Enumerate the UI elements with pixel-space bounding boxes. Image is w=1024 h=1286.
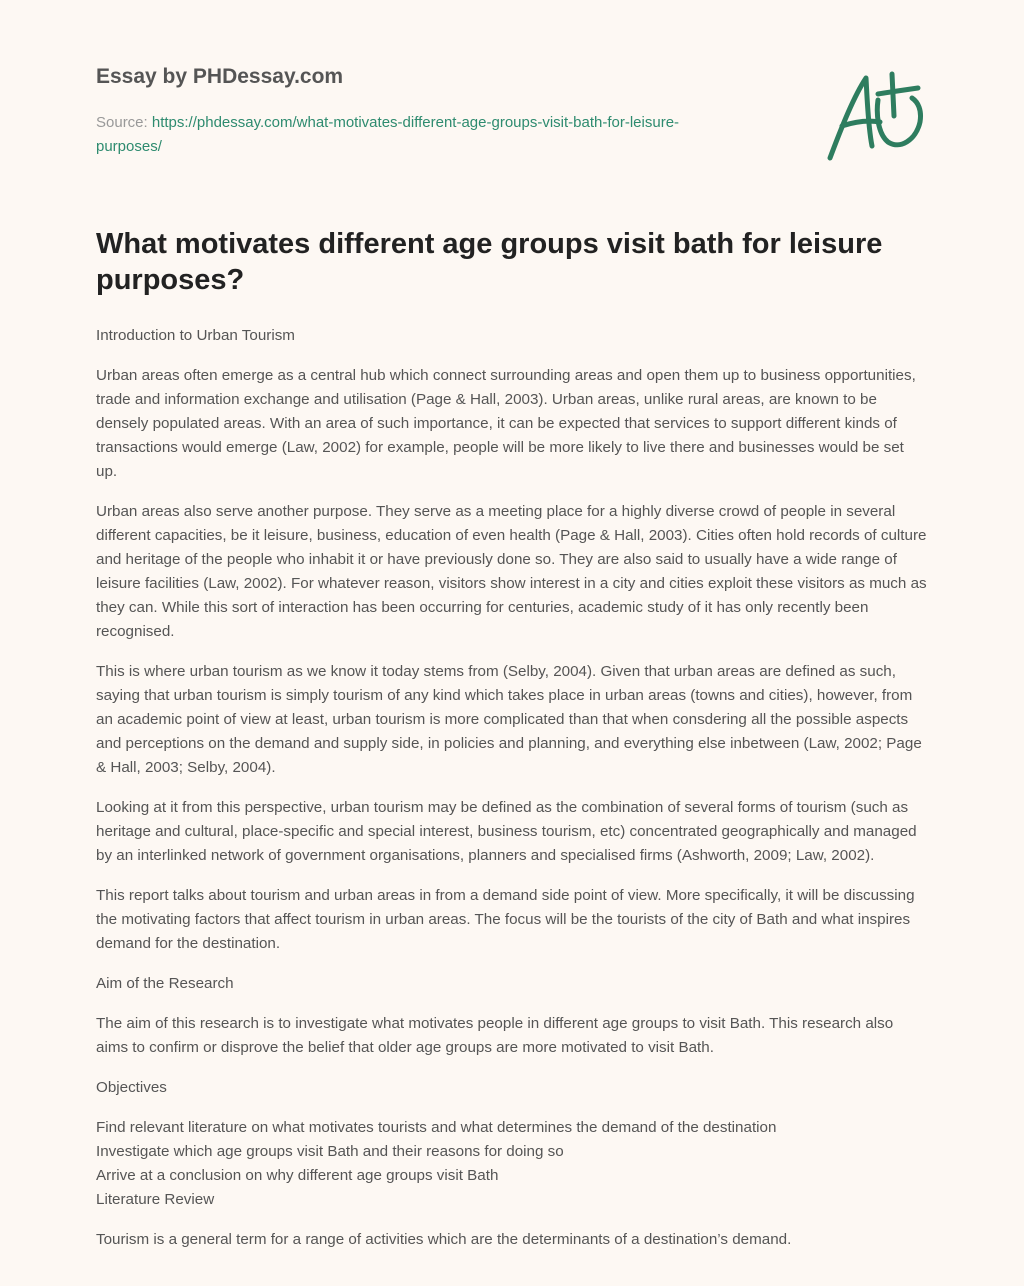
- essay-body: [96, 324, 928, 1268]
- list-item: Find relevant literature on what motivates tourists and what determines the demand of the destination: [96, 1119, 777, 1136]
- source-line: [96, 111, 736, 159]
- section-heading-aim: Aim of the Research: [96, 975, 234, 992]
- a-plus-grade-icon: [820, 66, 930, 166]
- source-link[interactable]: https://phdessay.com/what-motivates-different-age-groups-visit-bath-for-leisure-purposes/: [96, 114, 680, 155]
- paragraph-3: This is where urban tourism as we know it today stems from (Selby, 2004). Given that urban areas are defined as such, saying that urban tourism is simply tourism of any kind which takes place in urban areas (towns and cities), however, from an academic point of view at least, urban tourism is more complicated than that when consdering all the possible aspects and perceptions on the demand and supply side, in policies and planning, and everything else inbetween (Law, 2002; Page & Hall, 2003; Selby, 2004).: [96, 663, 922, 776]
- list-item: Literature Review: [96, 1191, 215, 1208]
- paragraph-1: Urban areas often emerge as a central hub which connect surrounding areas and open them up to business opportunities, trade and information exchange and utilisation (Page & Hall, 2003). Urban areas, unlike rural areas, are known to be densely populated areas. With an area of such importance, it can be expected that services to support different kinds of transactions would emerge (Law, 2002) for example, people will be more likely to live there and businesses would be set up.: [96, 367, 916, 480]
- list-item: Investigate which age groups visit Bath and their reasons for doing so: [96, 1143, 564, 1160]
- page-title: What motivates different age groups visit bath for leisure purposes?: [96, 228, 883, 296]
- paragraph-7: Tourism is a general term for a range of activities which are the determinants of a destination’s demand.: [96, 1231, 792, 1248]
- paragraph-2: Urban areas also serve another purpose. They serve as a meeting place for a highly diverse crowd of people in several different capacities, be it leisure, business, education of even health (Page & Hall, 2003). Cities often hold records of culture and heritage of the people who inhabit it or have previously done so. They are also said to usually have a wide range of leisure facilities (Law, 2002). For whatever reason, visitors show interest in a city and cities exploit these visitors as much as they can. While this sort of interaction has been occurring for centuries, academic study of it has only recently been recognised.: [96, 503, 927, 640]
- objectives-list: [96, 1116, 928, 1212]
- paragraph-6: The aim of this research is to investigate what motivates people in different age groups to visit Bath. This research also aims to confirm or disprove the belief that older age groups are more motivated to visit Bath.: [96, 1015, 894, 1056]
- section-heading-intro: Introduction to Urban Tourism: [96, 327, 295, 344]
- list-item: Arrive at a conclusion on why different age groups visit Bath: [96, 1167, 499, 1184]
- source-label: Source:: [96, 114, 152, 131]
- site-brand: Essay by PHDessay.com: [96, 65, 344, 88]
- paragraph-4: Looking at it from this perspective, urban tourism may be defined as the combination of several forms of tourism (such as heritage and cultural, place-specific and special interest, business tourism, etc) concentrated geographically and managed by an interlinked network of government organisations, planners and specialised firms (Ashworth, 2009; Law, 2002).: [96, 799, 917, 864]
- section-heading-objectives: Objectives: [96, 1079, 167, 1096]
- paragraph-5: This report talks about tourism and urban areas in from a demand side point of view. More specifically, it will be discussing the motivating factors that affect tourism in urban areas. The focus will be the tourists of the city of Bath and what inspires demand for the destination.: [96, 887, 915, 952]
